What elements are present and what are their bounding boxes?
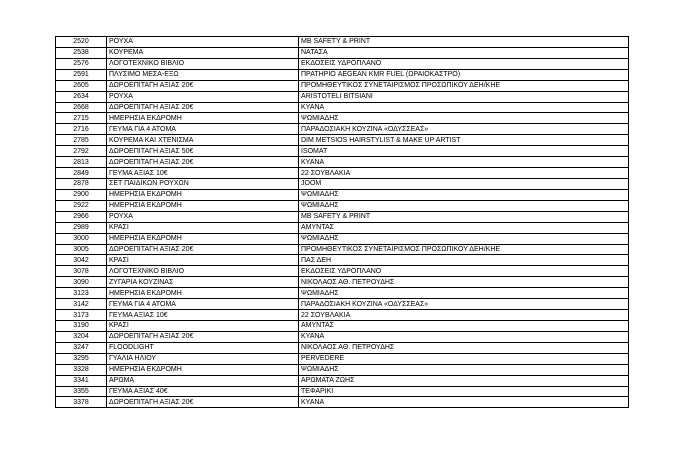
sponsor-cell: ΑΜΥΝΤΑΣ <box>299 222 629 233</box>
table-row <box>56 397 629 408</box>
ticket-number-cell: 3142 <box>56 299 107 310</box>
table-row <box>56 157 629 168</box>
prize-item-cell: ΡΟΥΧΑ <box>107 37 299 48</box>
table-row <box>56 91 629 102</box>
sponsor-cell: MB SAFETY & PRINT <box>299 37 629 48</box>
prize-item-cell: ΗΜΕΡΗΣΙΑ ΕΚΔΡΟΜΗ <box>107 113 299 124</box>
table-row <box>56 266 629 277</box>
ticket-number-cell: 2520 <box>56 37 107 48</box>
ticket-number-cell: 2576 <box>56 58 107 69</box>
sponsor-cell: ΠΑΡΑΔΟΣΙΑΚΗ ΚΟΥΖΙΝΑ «ΟΔΥΣΣΕΑΣ» <box>299 299 629 310</box>
prize-item-cell: ΑΡΩΜΑ <box>107 375 299 386</box>
prize-item-cell: FLOODLIGHT <box>107 342 299 353</box>
ticket-number-cell: 3173 <box>56 310 107 321</box>
sponsor-cell: ΕΚΔΟΣΕΙΣ ΥΔΡΟΠΛΑΝΟ <box>299 58 629 69</box>
prize-item-cell: ΗΜΕΡΗΣΙΑ ΕΚΔΡΟΜΗ <box>107 200 299 211</box>
prize-item-cell: ΗΜΕΡΗΣΙΑ ΕΚΔΡΟΜΗ <box>107 288 299 299</box>
prize-item-cell: ΔΩΡΟΕΠΙΤΑΓΗ ΑΞΙΑΣ 20€ <box>107 157 299 168</box>
sponsor-cell: ΤΕΦΑΡΙΚΙ <box>299 386 629 397</box>
sponsor-cell: ΑΜΥΝΤΑΣ <box>299 320 629 331</box>
sponsor-cell: MB SAFETY & PRINT <box>299 211 629 222</box>
ticket-number-cell: 2538 <box>56 47 107 58</box>
table-row <box>56 47 629 58</box>
sponsor-cell: ΚΥΑΝΑ <box>299 331 629 342</box>
prize-item-cell: ΓΕΥΜΑ ΑΞΙΑΣ 10€ <box>107 168 299 179</box>
ticket-number-cell: 2668 <box>56 102 107 113</box>
table-row <box>56 146 629 157</box>
ticket-number-cell: 3190 <box>56 320 107 331</box>
table-row <box>56 320 629 331</box>
sponsor-cell: ARISTOTELI BITSIANI <box>299 91 629 102</box>
sponsor-cell: ΨΩΜΙΑΔΗΣ <box>299 113 629 124</box>
sponsor-cell: ΝΙΚΟΛΑΟΣ ΑΘ. ΠΕΤΡΟΥΔΗΣ <box>299 342 629 353</box>
ticket-number-cell: 2634 <box>56 91 107 102</box>
table-row <box>56 244 629 255</box>
ticket-number-cell: 2591 <box>56 69 107 80</box>
prize-item-cell: ΓΕΥΜΑ ΑΞΙΑΣ 10€ <box>107 310 299 321</box>
table-row <box>56 364 629 375</box>
table-row <box>56 222 629 233</box>
table-row <box>56 299 629 310</box>
table-row <box>56 233 629 244</box>
prize-item-cell: ΓΕΥΜΑ ΑΞΙΑΣ 40€ <box>107 386 299 397</box>
ticket-number-cell: 2922 <box>56 200 107 211</box>
sponsor-cell: ΨΩΜΙΑΔΗΣ <box>299 233 629 244</box>
sponsor-cell: ΕΚΔΟΣΕΙΣ ΥΔΡΟΠΛΑΝΟ <box>299 266 629 277</box>
table-row <box>56 200 629 211</box>
ticket-number-cell: 3000 <box>56 233 107 244</box>
ticket-number-cell: 2966 <box>56 211 107 222</box>
ticket-number-cell: 2792 <box>56 146 107 157</box>
sponsor-cell: ΨΩΜΙΑΔΗΣ <box>299 189 629 200</box>
prize-item-cell: ΛΟΓΟΤΕΧΝΙΚΟ ΒΙΒΛΙΟ <box>107 58 299 69</box>
sponsor-cell: ΨΩΜΙΑΔΗΣ <box>299 288 629 299</box>
prize-item-cell: ΓΥΑΛΙΑ ΗΛΙΟΥ <box>107 353 299 364</box>
table-row <box>56 178 629 189</box>
prize-table-body <box>56 37 629 408</box>
sponsor-cell: ΝΙΚΟΛΑΟΣ ΑΘ. ΠΕΤΡΟΥΔΗΣ <box>299 277 629 288</box>
table-row <box>56 211 629 222</box>
sponsor-cell: ΨΩΜΙΑΔΗΣ <box>299 364 629 375</box>
ticket-number-cell: 3005 <box>56 244 107 255</box>
ticket-number-cell: 3328 <box>56 364 107 375</box>
table-row <box>56 80 629 91</box>
table-row <box>56 102 629 113</box>
ticket-number-cell: 3355 <box>56 386 107 397</box>
ticket-number-cell: 3341 <box>56 375 107 386</box>
ticket-number-cell: 3378 <box>56 397 107 408</box>
prize-item-cell: ΗΜΕΡΗΣΙΑ ΕΚΔΡΟΜΗ <box>107 364 299 375</box>
prize-item-cell: ΣΕΤ ΠΑΙΔΙΚΩΝ ΡΟΥΧΩΝ <box>107 178 299 189</box>
prize-item-cell: ΔΩΡΟΕΠΙΤΑΓΗ ΑΞΙΑΣ 20€ <box>107 244 299 255</box>
table-row <box>56 113 629 124</box>
prize-item-cell: ΔΩΡΟΕΠΙΤΑΓΗ ΑΞΙΑΣ 20€ <box>107 331 299 342</box>
sponsor-cell: PERVEDERE <box>299 353 629 364</box>
prize-item-cell: ΛΟΓΟΤΕΧΝΙΚΟ ΒΙΒΛΙΟ <box>107 266 299 277</box>
prize-item-cell: ΡΟΥΧΑ <box>107 211 299 222</box>
prize-table <box>55 36 629 408</box>
table-row <box>56 342 629 353</box>
table-row <box>56 310 629 321</box>
ticket-number-cell: 3090 <box>56 277 107 288</box>
prize-item-cell: ΠΛΥΣΙΜΟ ΜΕΣΑ-ΕΞΩ <box>107 69 299 80</box>
table-row <box>56 255 629 266</box>
ticket-number-cell: 2785 <box>56 135 107 146</box>
prize-item-cell: ΗΜΕΡΗΣΙΑ ΕΚΔΡΟΜΗ <box>107 189 299 200</box>
sponsor-cell: ΚΥΑΝΑ <box>299 397 629 408</box>
prize-item-cell: ΚΟΥΡΕΜΑ <box>107 47 299 58</box>
prize-item-cell: ΔΩΡΟΕΠΙΤΑΓΗ ΑΞΙΑΣ 20€ <box>107 102 299 113</box>
table-row <box>56 124 629 135</box>
prize-item-cell: ΗΜΕΡΗΣΙΑ ΕΚΔΡΟΜΗ <box>107 233 299 244</box>
table-row <box>56 69 629 80</box>
sponsor-cell: 22 ΣΟΥΒΛΑΚΙΑ <box>299 310 629 321</box>
ticket-number-cell: 2989 <box>56 222 107 233</box>
ticket-number-cell: 3123 <box>56 288 107 299</box>
sponsor-cell: ΑΡΩΜΑΤΑ ΖΩΗΣ <box>299 375 629 386</box>
table-row <box>56 375 629 386</box>
sponsor-cell: ΠΑΣ ΔΕΗ <box>299 255 629 266</box>
prize-item-cell: ΚΟΥΡΕΜΑ ΚΑΙ ΧΤΕΝΙΣΜΑ <box>107 135 299 146</box>
ticket-number-cell: 2605 <box>56 80 107 91</box>
ticket-number-cell: 3204 <box>56 331 107 342</box>
sponsor-cell: ΠΑΡΑΔΟΣΙΑΚΗ ΚΟΥΖΙΝΑ «ΟΔΥΣΣΕΑΣ» <box>299 124 629 135</box>
table-row <box>56 331 629 342</box>
table-row <box>56 277 629 288</box>
table-row <box>56 135 629 146</box>
prize-item-cell: ΔΩΡΟΕΠΙΤΑΓΗ ΑΞΙΑΣ 50€ <box>107 146 299 157</box>
ticket-number-cell: 2849 <box>56 168 107 179</box>
prize-item-cell: ΔΩΡΟΕΠΙΤΑΓΗ ΑΞΙΑΣ 20€ <box>107 397 299 408</box>
ticket-number-cell: 2878 <box>56 178 107 189</box>
ticket-number-cell: 3247 <box>56 342 107 353</box>
sponsor-cell: ΚΥΑΝΑ <box>299 157 629 168</box>
sponsor-cell: DIM METSIOS HAIRSTYLIST & MAKE UP ARTIST <box>299 135 629 146</box>
sponsor-cell: ΨΩΜΙΑΔΗΣ <box>299 200 629 211</box>
prize-item-cell: ΚΡΑΣΙ <box>107 320 299 331</box>
sponsor-cell: ΠΡΟΜΗΘΕΥΤΙΚΟΣ ΣΥΝΕΤΑΙΡΙΣΜΟΣ ΠΡΟΣΩΠΙΚΟΥ ΔΕΗ/ΚΗΕ <box>299 244 629 255</box>
prize-item-cell: ΚΡΑΣΙ <box>107 255 299 266</box>
sponsor-cell: 22 ΣΟΥΒΛΑΚΙΑ <box>299 168 629 179</box>
prize-item-cell: ΓΕΥΜΑ ΓΙΑ 4 ΑΤΟΜΑ <box>107 124 299 135</box>
sponsor-cell: ΠΡΑΤΗΡΙΟ AEGEAN KMR FUEL (ΩΡΑΙΟΚΑΣΤΡΟ) <box>299 69 629 80</box>
sponsor-cell: ΝΑΤΑΣΑ <box>299 47 629 58</box>
ticket-number-cell: 2900 <box>56 189 107 200</box>
table-row <box>56 386 629 397</box>
prize-item-cell: ΡΟΥΧΑ <box>107 91 299 102</box>
prize-item-cell: ΓΕΥΜΑ ΓΙΑ 4 ΑΤΟΜΑ <box>107 299 299 310</box>
sponsor-cell: ΠΡΟΜΗΘΕΥΤΙΚΟΣ ΣΥΝΕΤΑΙΡΙΣΜΟΣ ΠΡΟΣΩΠΙΚΟΥ ΔΕΗ/ΚΗΕ <box>299 80 629 91</box>
ticket-number-cell: 3042 <box>56 255 107 266</box>
sponsor-cell: ΚΥΑΝΑ <box>299 102 629 113</box>
prize-item-cell: ΖΥΓΑΡΙΑ ΚΟΥΖΙΝΑΣ <box>107 277 299 288</box>
ticket-number-cell: 2813 <box>56 157 107 168</box>
table-row <box>56 37 629 48</box>
table-row <box>56 58 629 69</box>
ticket-number-cell: 2715 <box>56 113 107 124</box>
ticket-number-cell: 3295 <box>56 353 107 364</box>
ticket-number-cell: 2716 <box>56 124 107 135</box>
table-row <box>56 168 629 179</box>
sponsor-cell: ISOMAT <box>299 146 629 157</box>
sponsor-cell: JOOM <box>299 178 629 189</box>
prize-item-cell: ΔΩΡΟΕΠΙΤΑΓΗ ΑΞΙΑΣ 20€ <box>107 80 299 91</box>
table-row <box>56 288 629 299</box>
table-row <box>56 353 629 364</box>
ticket-number-cell: 3078 <box>56 266 107 277</box>
prize-item-cell: ΚΡΑΣΙ <box>107 222 299 233</box>
table-row <box>56 189 629 200</box>
